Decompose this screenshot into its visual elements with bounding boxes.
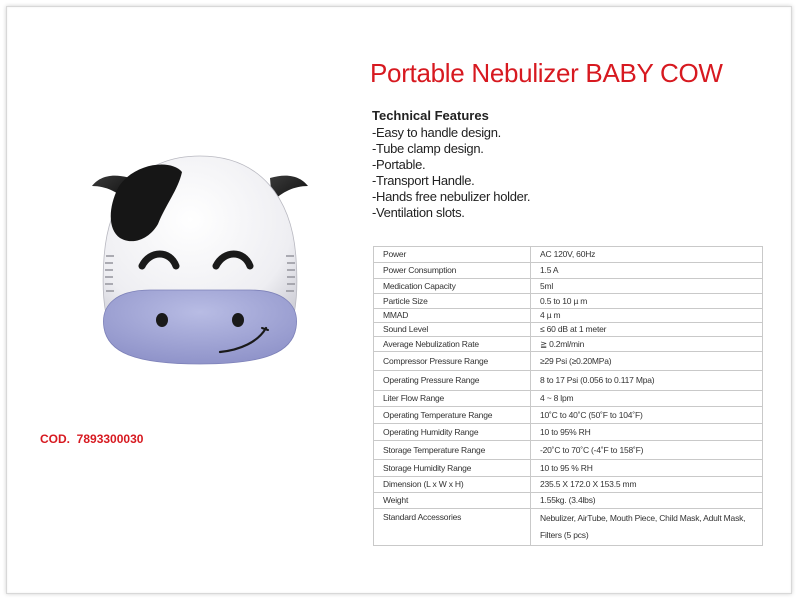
spec-label: Weight: [374, 493, 531, 509]
left-nostril: [156, 313, 168, 327]
spec-value: 10˚C to 40˚C (50˚F to 104˚F): [531, 407, 763, 424]
spec-value: 5ml: [531, 279, 763, 294]
spec-value: 4 ~ 8 lpm: [531, 391, 763, 407]
table-row: [374, 509, 763, 546]
spec-value: 235.5 X 172.0 X 153.5 mm: [531, 477, 763, 493]
spec-value: 10 to 95% RH: [531, 424, 763, 441]
table-row: [374, 247, 763, 263]
table-row: [374, 337, 763, 352]
spec-label: Sound Level: [374, 323, 531, 337]
table-row: [374, 294, 763, 309]
table-row: [374, 424, 763, 441]
spec-value: 10 to 95 % RH: [531, 460, 763, 477]
spec-label: Power: [374, 247, 531, 263]
table-row: [374, 279, 763, 294]
feature-item: -Transport Handle.: [372, 173, 475, 188]
spec-value: ≤ 60 dB at 1 meter: [531, 323, 763, 337]
spec-label: Power Consumption: [374, 263, 531, 279]
spec-value: 1.5 A: [531, 263, 763, 279]
spec-value: 8 to 17 Psi (0.056 to 0.117 Mpa): [531, 371, 763, 391]
spec-value: ≧ 0.2ml/min: [531, 337, 763, 352]
spec-label: Medication Capacity: [374, 279, 531, 294]
table-row: [374, 371, 763, 391]
product-code: [40, 432, 143, 446]
technical-features: [372, 108, 772, 221]
features-heading: Technical Features: [372, 108, 489, 123]
feature-item: -Tube clamp design.: [372, 141, 484, 156]
table-row: [374, 407, 763, 424]
spec-label: Storage Humidity Range: [374, 460, 531, 477]
spec-label: Average Nebulization Rate: [374, 337, 531, 352]
table-row: [374, 441, 763, 460]
spec-label: Operating Pressure Range: [374, 371, 531, 391]
spec-value: ≥29 Psi (≥0.20MPa): [531, 352, 763, 371]
product-image: [70, 138, 330, 378]
features-list: [372, 125, 772, 221]
spec-label: Compressor Pressure Range: [374, 352, 531, 371]
cow-snout: [103, 290, 296, 364]
spec-label: Operating Humidity Range: [374, 424, 531, 441]
product-code-value: 7893300030: [76, 432, 144, 446]
spec-value: 0.5 to 10 µ m: [531, 294, 763, 309]
table-row: [374, 391, 763, 407]
spec-value: Nebulizer, AirTube, Mouth Piece, Child Mask, Adult Mask, Filters (5 pcs): [531, 509, 763, 546]
spec-label: Particle Size: [374, 294, 531, 309]
spec-value: 4 µ m: [531, 309, 763, 323]
spec-table: [373, 246, 763, 546]
spec-label: Storage Temperature Range: [374, 441, 531, 460]
spec-label: Liter Flow Range: [374, 391, 531, 407]
table-row: [374, 460, 763, 477]
table-row: [374, 493, 763, 509]
table-row: [374, 352, 763, 371]
right-nostril: [232, 313, 244, 327]
feature-item: -Ventilation slots.: [372, 205, 465, 220]
table-row: [374, 323, 763, 337]
table-row: [374, 263, 763, 279]
spec-value: 1.55kg. (3.4lbs): [531, 493, 763, 509]
feature-item: -Easy to handle design.: [372, 125, 501, 140]
feature-item: -Hands free nebulizer holder.: [372, 189, 531, 204]
product-code-label: COD.: [40, 432, 70, 446]
spec-value: -20˚C to 70˚C (-4˚F to 158˚F): [531, 441, 763, 460]
table-row: [374, 477, 763, 493]
feature-item: -Portable.: [372, 157, 426, 172]
spec-label: Operating Temperature Range: [374, 407, 531, 424]
spec-label: Standard Accessories: [374, 509, 531, 546]
table-row: [374, 309, 763, 323]
product-title: Portable Nebulizer BABY COW: [370, 58, 723, 88]
spec-value: AC 120V, 60Hz: [531, 247, 763, 263]
spec-label: Dimension (L x W x H): [374, 477, 531, 493]
spec-label: MMAD: [374, 309, 531, 323]
